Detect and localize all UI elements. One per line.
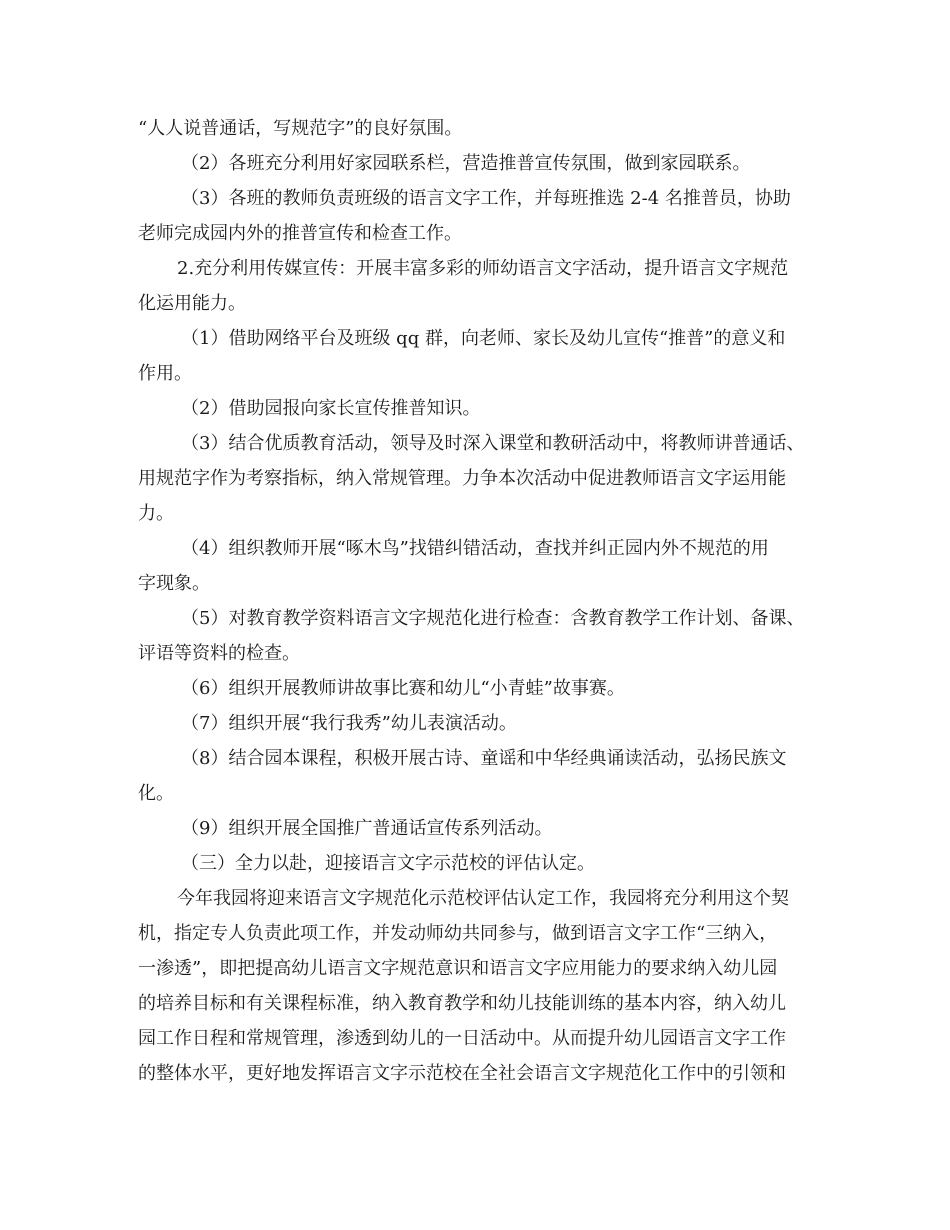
text-line: （2）各班充分利用好家园联系栏，营造推普宣传氛围，做到家园联系。 — [181, 153, 751, 174]
text-line: 机，指定专人负责此项工作，并发动师幼共同参与，做到语言文字工作“三纳入， — [138, 923, 778, 944]
text-line: 化运用能力。 — [138, 293, 246, 314]
text-line: （2）借助园报向家长宣传推普知识。 — [181, 398, 481, 419]
text-line: 园工作日程和常规管理，渗透到幼儿的一日活动中。从而提升幼儿园语言文字工作 — [138, 1028, 786, 1049]
text-line: 的培养目标和有关课程标准，纳入教育教学和幼儿技能训练的基本内容，纳入幼儿 — [138, 993, 786, 1014]
text-line: （4）组织教师开展“啄木鸟”找错纠错活动，查找并纠正园内外不规范的用 — [181, 538, 769, 559]
text-line: （8）结合园本课程，积极开展古诗、童谣和中华经典诵读活动，弘扬民族文 — [181, 748, 787, 769]
text-line: 力。 — [138, 503, 174, 524]
text-line: （3）结合优质教育活动，领导及时深入课堂和教研活动中，将教师讲普通话、 — [181, 433, 805, 454]
text-line: 评语等资料的检查。 — [138, 643, 300, 664]
text-line: 的整体水平，更好地发挥语言文字示范校在全社会语言文字规范化工作中的引领和 — [138, 1063, 786, 1084]
text-line: 一渗透”，即把提高幼儿语言文字规范意识和语言文字应用能力的要求纳入幼儿园 — [138, 958, 778, 979]
text-line: 今年我园将迎来语言文字规范化示范校评估认定工作，我园将充分利用这个契 — [177, 888, 789, 909]
text-line: （1）借助网络平台及班级 qq 群，向老师、家长及幼儿宣传“推普”的意义和 — [181, 328, 786, 349]
text-line: （3）各班的教师负责班级的语言文字工作，并每班推选 2-4 名推普员，协助 — [181, 188, 791, 209]
text-line: （6）组织开展教师讲故事比赛和幼儿“小青蛙”故事赛。 — [181, 678, 625, 699]
text-line: “人人说普通话，写规范字”的良好氛围。 — [138, 118, 463, 139]
text-line: 老师完成园内外的推普宣传和检查工作。 — [138, 223, 462, 244]
text-line: 用规范字作为考察指标，纳入常规管理。力争本次活动中促进教师语言文字运用能 — [138, 468, 786, 489]
text-line: （5）对教育教学资料语言文字规范化进行检查：含教育教学工作计划、备课、 — [181, 608, 805, 629]
text-line: 化。 — [138, 783, 174, 804]
text-line: （7）组织开展“我行我秀”幼儿表演活动。 — [181, 713, 517, 734]
section-heading: （三）全力以赴，迎接语言文字示范校的评估认定。 — [181, 853, 595, 874]
section-heading: 2.充分利用传媒宣传：开展丰富多彩的师幼语言文字活动，提升语言文字规范 — [177, 258, 789, 279]
text-line: 作用。 — [138, 363, 192, 384]
text-line: 字现象。 — [138, 573, 210, 594]
text-line: （9）组织开展全国推广普通话宣传系列活动。 — [181, 818, 553, 839]
